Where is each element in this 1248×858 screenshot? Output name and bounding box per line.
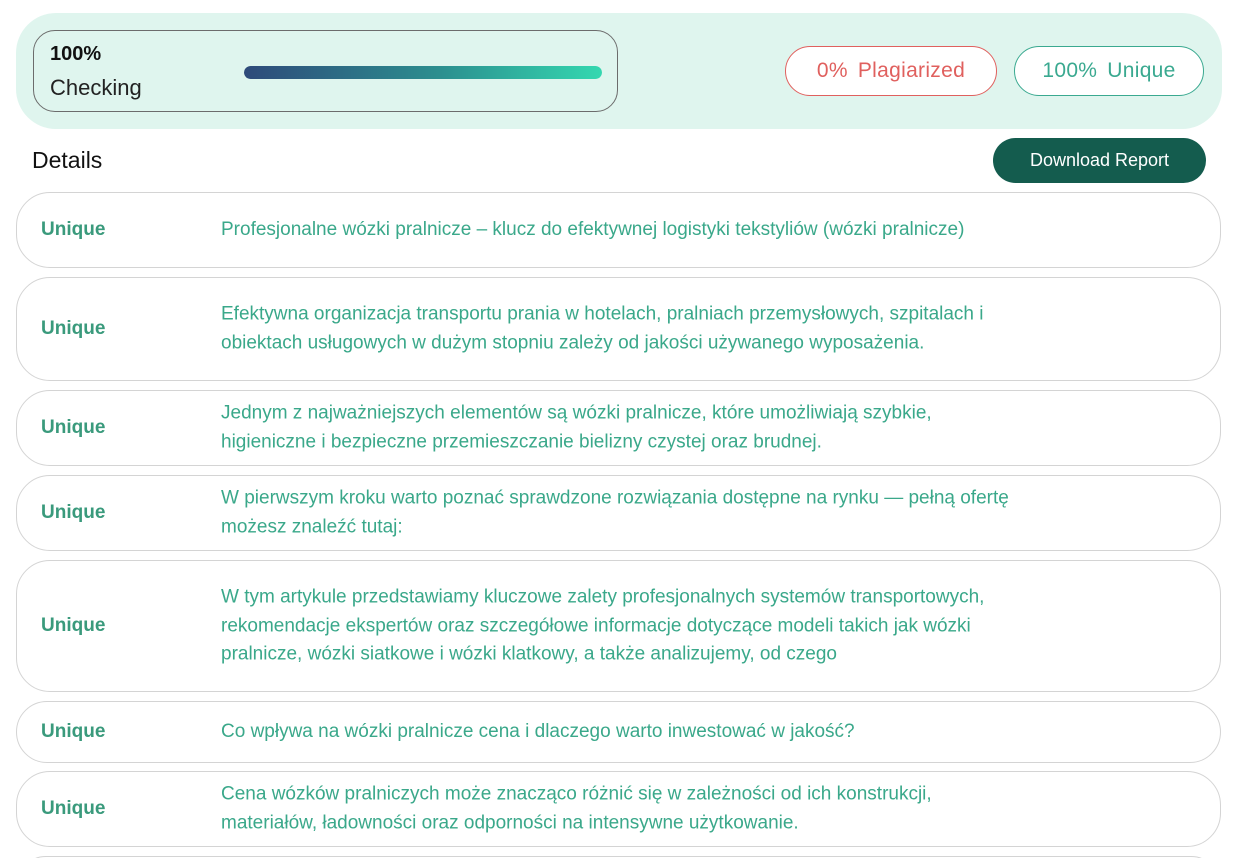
results-summary-bar <box>16 13 1222 129</box>
result-status: Unique <box>41 417 106 438</box>
result-text: W tym artykule przedstawiamy kluczowe zalety profesjonalnych systemów transportowych, rekomendacje ekspertów oraz szczegółowe informacje dotyczące modeli takich jak wózki pralnicze, wózki siatkowe i wózki klatkowy, a także analizujemy, od czego <box>221 586 985 665</box>
result-status: Unique <box>41 798 106 819</box>
result-row <box>16 390 1221 466</box>
result-text: Jednym z najważniejszych elementów są wózki pralnicze, które umożliwiają szybkie, higieniczne i bezpieczne przemieszczanie bielizny czystej oraz brudnej. <box>221 402 932 452</box>
progress-bar-fill <box>244 66 602 79</box>
unique-percent: 100% <box>1042 59 1098 82</box>
progress-status-box <box>33 30 618 112</box>
result-status: Unique <box>41 502 106 523</box>
result-row <box>16 277 1221 381</box>
result-text: W pierwszym kroku warto poznać sprawdzone rozwiązania dostępne na rynku — pełną ofertę możesz znaleźć tutaj: <box>221 487 1009 537</box>
result-row <box>16 475 1221 551</box>
progress-bar <box>244 66 602 79</box>
result-row <box>16 771 1221 847</box>
plagiarized-badge <box>785 46 997 96</box>
progress-percent: 100% <box>50 43 102 65</box>
result-text: Cena wózków pralniczych może znacząco różnić się w zależności od ich konstrukcji, materiałów, ładowności oraz odporności na intensywne użytkowanie. <box>221 783 932 833</box>
result-row <box>16 192 1221 268</box>
plagiarized-percent: 0% <box>816 59 848 82</box>
download-report-button[interactable]: Download Report <box>993 138 1206 183</box>
details-heading: Details <box>32 147 103 173</box>
result-status: Unique <box>41 721 106 742</box>
unique-label: Unique <box>1107 59 1176 82</box>
result-row <box>16 560 1221 692</box>
unique-badge <box>1014 46 1204 96</box>
result-status: Unique <box>41 318 106 339</box>
result-text: Efektywna organizacja transportu prania w hotelach, pralniach przemysłowych, szpitalach i obiektach usługowych w dużym stopniu zależy od jakości używanego wyposażenia. <box>221 303 984 353</box>
result-row <box>16 701 1221 763</box>
result-text: Profesjonalne wózki pralnicze – klucz do efektywnej logistyki tekstyliów (wózki pralnicze) <box>221 218 965 240</box>
progress-status-label: Checking <box>50 75 142 100</box>
result-status: Unique <box>41 615 106 636</box>
result-status: Unique <box>41 219 106 240</box>
plagiarized-label: Plagiarized <box>857 59 966 82</box>
result-text: Co wpływa na wózki pralnicze cena i dlaczego warto inwestować w jakość? <box>221 720 855 742</box>
